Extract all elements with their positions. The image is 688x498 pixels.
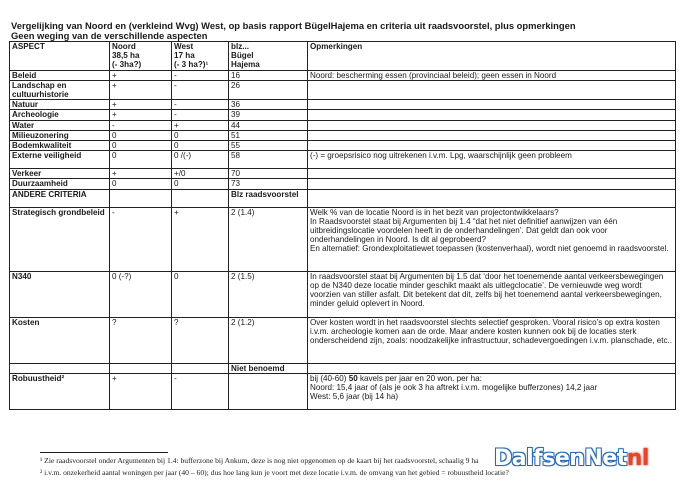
west-cell: + xyxy=(172,120,229,130)
opmerking-cell xyxy=(308,130,676,140)
logo-text: DalfsenNetnl xyxy=(494,445,649,471)
criteria-blz-header: Blz raadsvoorstel xyxy=(229,189,308,207)
table-row xyxy=(10,179,676,189)
table-row xyxy=(10,141,676,151)
aspect-cell: N340 xyxy=(10,271,110,317)
noord-cell: 0 (-?) xyxy=(110,271,172,317)
footnote-2: ² i.v.m. onzekerheid aantal woningen per jaar (40 – 60); dus hoe lang kun je voort met deze locatie i.v.m. de omvang van het gebied = robuustheid locatie? xyxy=(40,468,509,477)
aspect-cell: Strategisch grondbeleid xyxy=(10,207,110,271)
table-row xyxy=(10,110,676,120)
west-cell: + xyxy=(172,207,229,271)
criteria-row xyxy=(10,207,676,271)
dalfsennet-logo xyxy=(494,443,649,473)
west-cell: - xyxy=(172,110,229,120)
header-opmerkingen: Opmerkingen xyxy=(308,42,676,71)
noord-cell: + xyxy=(110,169,172,179)
noord-cell: + xyxy=(110,80,172,99)
aspect-cell: Duurzaamheid xyxy=(10,179,110,189)
aspect-cell: Robuustheid² xyxy=(10,373,110,409)
west-cell: 0 xyxy=(172,179,229,189)
west-cell: - xyxy=(172,70,229,80)
criteria-header-cell: ANDERE CRITERIA xyxy=(10,189,110,207)
header-blz: blz... Bügel Hajema xyxy=(229,42,308,71)
noord-cell: + xyxy=(110,110,172,120)
aspect-cell: Water xyxy=(10,120,110,130)
header-aspect: ASPECT xyxy=(10,42,110,71)
robuustheid-text-rest: kavels per jaar en 20 won. per ha: Noord: 15,4 jaar of (als je ook 3 ha aftrekt i.v.m. mogelijke bufferzones) 14,2 jaar West: 5,6 jaar (bij 14 ha) xyxy=(310,373,598,402)
empty-cell xyxy=(172,363,229,373)
noord-cell: - xyxy=(110,207,172,271)
niet-benoemd-cell: Niet benoemd xyxy=(229,363,308,373)
blz-cell: 36 xyxy=(229,100,308,110)
document-subtitle: Geen weging van de verschillende aspecten xyxy=(11,30,208,41)
document-title: Vergelijking van Noord en (verkleind Wvg) West, op basis rapport BügelHajema en criteria uit raadsvoorstel, plus opmerkingen xyxy=(11,20,576,31)
west-cell: - xyxy=(172,100,229,110)
empty-cell xyxy=(308,189,676,207)
table-row xyxy=(10,169,676,179)
empty-cell xyxy=(110,189,172,207)
aspect-cell: Verkeer xyxy=(10,169,110,179)
empty-cell xyxy=(10,363,110,373)
opmerking-cell xyxy=(308,169,676,179)
blz-cell: 2 (1.5) xyxy=(229,271,308,317)
blz-cell: 58 xyxy=(229,151,308,169)
criteria-row xyxy=(10,317,676,363)
empty-cell xyxy=(110,363,172,373)
noord-cell: 0 xyxy=(110,141,172,151)
noord-cell: 0 xyxy=(110,151,172,169)
blz-cell: 16 xyxy=(229,70,308,80)
blz-cell: 26 xyxy=(229,80,308,99)
noord-cell: + xyxy=(110,100,172,110)
blz-cell: 44 xyxy=(229,120,308,130)
aspect-cell: Milieuzonering xyxy=(10,130,110,140)
opmerking-cell: (-) = groepsrisico nog uitrekenen i.v.m. Lpg, waarschijnlijk geen probleem xyxy=(308,151,676,169)
opmerking-cell xyxy=(308,141,676,151)
blz-cell: 51 xyxy=(229,130,308,140)
opmerking-cell xyxy=(308,373,676,409)
noord-cell: 0 xyxy=(110,130,172,140)
table-row xyxy=(10,120,676,130)
blz-cell: 39 xyxy=(229,110,308,120)
blz-cell xyxy=(229,373,308,409)
footnote-divider xyxy=(40,452,168,453)
noord-cell: + xyxy=(110,373,172,409)
blz-cell: 70 xyxy=(229,169,308,179)
blz-cell: 2 (1.2) xyxy=(229,317,308,363)
west-cell: +/0 xyxy=(172,169,229,179)
robuustheid-row xyxy=(10,373,676,409)
west-cell: ? xyxy=(172,317,229,363)
opmerking-cell xyxy=(308,100,676,110)
west-cell: - xyxy=(172,80,229,99)
west-cell: - xyxy=(172,373,229,409)
empty-cell xyxy=(308,363,676,373)
aspect-cell: Bodemkwaliteit xyxy=(10,141,110,151)
table-row xyxy=(10,80,676,99)
opmerking-cell xyxy=(308,80,676,99)
table-row xyxy=(10,130,676,140)
opmerking-cell: Welk % van de locatie Noord is in het bezit van projectontwikkelaars? In Raadsvoorstel staat bij Argumenten bij 1.4 “dat het niet definitief aanwijzen van één uitbreidingslocatie voordelen heeft in de onderhandelingen’. Dat geldt dan ook voor onderhandelingen in Noord. Is dit al geprobeerd? En alternatief: Grondexploitatiewet toepassen (kostenverhaal), wordt niet genoemd in raadsvoorstel. xyxy=(308,207,676,271)
table-row xyxy=(10,70,676,80)
niet-benoemd-row xyxy=(10,363,676,373)
noord-cell: 0 xyxy=(110,179,172,189)
table-row xyxy=(10,151,676,169)
robuustheid-kavels-count: 50 xyxy=(348,373,358,383)
criteria-row xyxy=(10,271,676,317)
opmerking-cell: Noord: bescherming essen (provinciaal beleid); geen essen in Noord xyxy=(308,70,676,80)
empty-cell xyxy=(172,189,229,207)
footnote-1: ¹ Zie raadsvoorstel onder Argumenten bij 1.4: bufferzone bij Ankum, deze is nog niet opgenomen op de kaart bij het raadsvoorstel, schaalig 9 ha xyxy=(40,456,479,465)
aspect-cell: Natuur xyxy=(10,100,110,110)
opmerking-cell: In raadsvoorstel staat bij Argumenten bij 1.5 dat ‘door het toenemende aantal verkeersbewegingen op de N340 deze locatie minder geschikt maakt als uitlegclocatie’. De vernieuwde weg wordt voorzien van stiller asfalt. Dit betekent dat dit, zelfs bij het toenemend aantal verkeersbewegingen, minder geluid oplevert in Noord. xyxy=(308,271,676,317)
aspect-cell: Externe veiligheid xyxy=(10,151,110,169)
table-header-row xyxy=(10,42,676,71)
west-cell: 0 xyxy=(172,271,229,317)
west-cell: 0 /(-) xyxy=(172,151,229,169)
opmerking-cell xyxy=(308,120,676,130)
opmerking-cell xyxy=(308,110,676,120)
blz-cell: 55 xyxy=(229,141,308,151)
noord-cell: ? xyxy=(110,317,172,363)
aspect-cell: Kosten xyxy=(10,317,110,363)
aspect-cell: Landschap en cultuurhistorie xyxy=(10,80,110,99)
table-row xyxy=(10,100,676,110)
west-cell: 0 xyxy=(172,130,229,140)
header-noord: Noord 38,5 ha (- 3ha?) xyxy=(110,42,172,71)
robuustheid-text-start: bij (40-60) xyxy=(310,373,349,383)
aspect-cell: Archeologie xyxy=(10,110,110,120)
opmerking-cell xyxy=(308,179,676,189)
noord-cell: - xyxy=(110,120,172,130)
blz-cell: 73 xyxy=(229,179,308,189)
noord-cell: + xyxy=(110,70,172,80)
comparison-table xyxy=(9,41,676,410)
criteria-header-row xyxy=(10,189,676,207)
header-west: West 17 ha (- 3 ha?)¹ xyxy=(172,42,229,71)
aspect-cell: Beleid xyxy=(10,70,110,80)
opmerking-cell: Over kosten wordt in het raadsvoorstel slechts selectief gesproken. Vooral risico’s op extra kosten i.v.m. archeologie komen aan de orde. Maar andere kosten kunnen ook bij de locaties sterk onderscheidend zijn, zoals: noodzakelijke infrastructuur, schadevergoedingen i.v.m. planschade, etc.. xyxy=(308,317,676,363)
west-cell: 0 xyxy=(172,141,229,151)
blz-cell: 2 (1.4) xyxy=(229,207,308,271)
